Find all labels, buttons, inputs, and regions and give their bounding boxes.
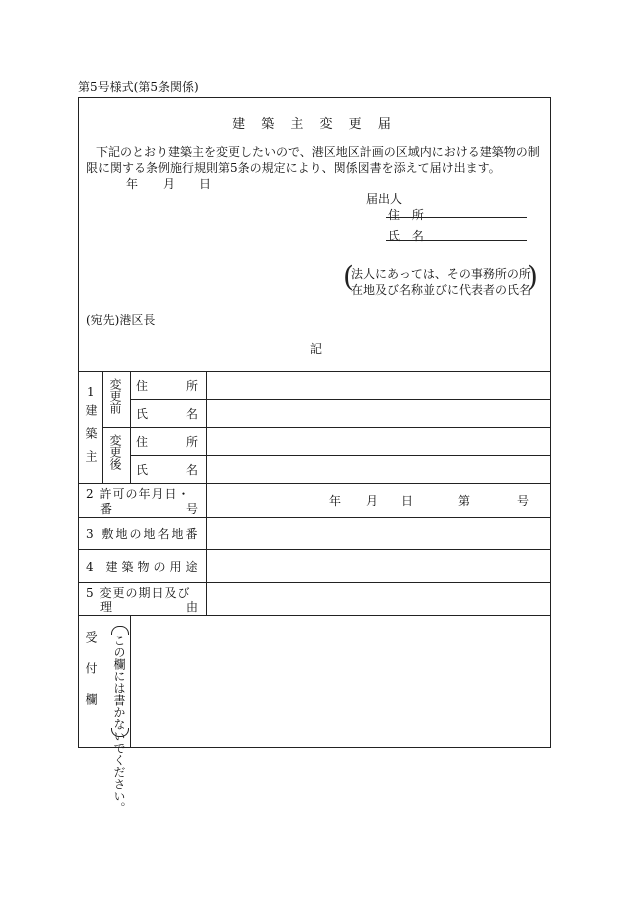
before-name-label [136,400,198,427]
after-address-field[interactable] [207,428,550,455]
note-col: いでください。 [112,730,126,814]
body-line-1: 下記のとおり建築主を変更したいので、港区地区計画の区域内における建築物の制 [96,145,540,159]
grid-line [102,371,103,483]
after-address-label [136,428,198,455]
after-label: 変更後 [108,434,122,470]
permit-dai: 第 [458,494,471,508]
corp-note-line-2: 在地及び名称並びに代表者の氏名 [351,283,532,297]
reception-field[interactable] [131,616,550,747]
permit-date-field[interactable] [207,484,550,517]
site-lot-field[interactable] [207,518,550,549]
row3-label: 3 敷地の地名地番 [86,527,200,541]
label-part: 由 [185,600,198,614]
reception-label: 受付欄 [84,631,98,724]
label-part: 名 [185,407,198,421]
corp-note-left-bracket: ( [343,260,354,293]
change-date-reason-field[interactable] [207,583,550,615]
grid-line [130,371,131,483]
date-month: 月 [163,177,176,191]
body-line-2: 限に関する条例施行規則第5条の規定により、関係図書を添えて届け出ます。 [86,161,501,175]
permit-month: 月 [366,494,379,508]
row5-label-line1: 5 変更の期日及び [86,586,191,600]
note-col: この欄には書かな [112,634,126,730]
form-title: 建 築 主 変 更 届 [232,117,397,132]
permit-go: 号 [517,494,530,508]
label-part: 氏 [136,407,149,421]
label-part: 所 [185,435,198,449]
building-use-field[interactable] [207,550,550,582]
label-part: 理 [100,600,113,614]
group-label: 建築主 [84,404,98,473]
before-label: 変更前 [108,378,122,414]
label-part: 住 [136,435,149,449]
reception-note [112,634,126,814]
notifier-label: 届出人 [366,192,403,206]
corp-note-line-1: 法人にあっては、その事務所の所 [351,267,531,281]
addressee: (宛先)港区長 [86,313,156,327]
row5-label-line2 [100,600,198,614]
row4-label: 4 建築物の用途 [86,559,202,574]
notifier-name-label: 氏 名 [388,229,428,243]
label-part: 所 [185,379,198,393]
label-part: 番 [100,502,113,516]
notifier-address-label: 住 所 [388,208,428,222]
before-address-label [136,372,198,399]
after-name-label [136,456,198,483]
form-number: 第5号様式(第5条関係) [78,80,199,94]
label-part: 名 [185,463,198,477]
label-part: 号 [185,502,198,516]
label-part: 氏 [136,463,149,477]
row2-label-line2 [100,502,198,516]
date-day: 日 [199,177,212,191]
row2-label-line1: 2 許可の年月日・ [86,487,191,501]
ki-mark: 記 [310,342,323,356]
group-number: 1 [87,385,95,399]
date-year: 年 [126,177,139,191]
after-name-field[interactable] [207,456,550,483]
permit-year: 年 [329,494,342,508]
corp-note-right-bracket: ) [527,260,538,293]
name-underline [386,240,527,241]
label-part: 住 [136,379,149,393]
address-underline [386,217,527,218]
before-name-field[interactable] [207,400,550,427]
permit-day: 日 [401,494,414,508]
before-address-field[interactable] [207,372,550,399]
